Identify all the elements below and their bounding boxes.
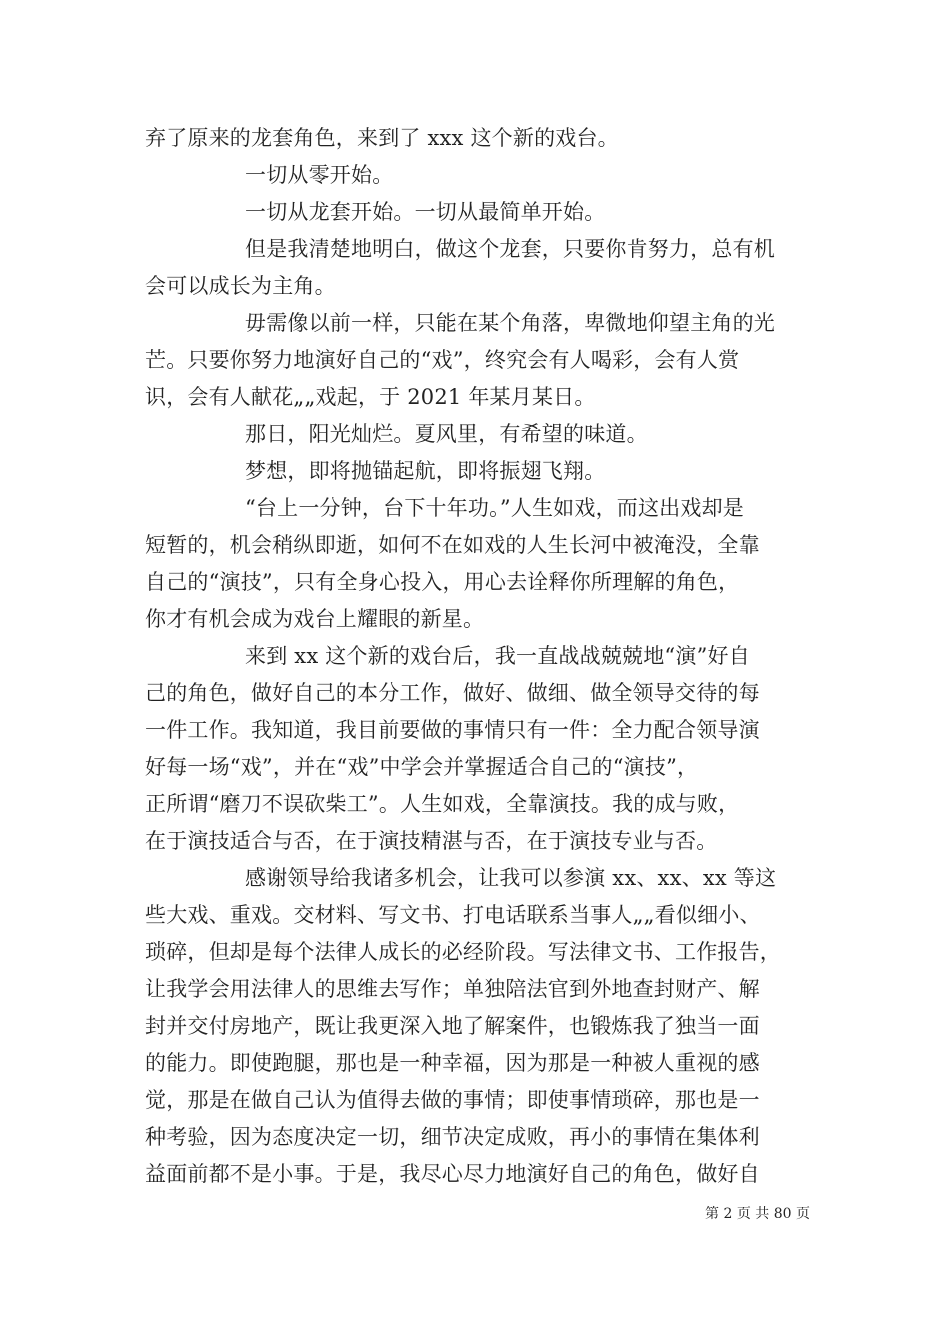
text-line: 封并交付房地产，既让我更深入地了解案件，也锻炼我了独当一面 <box>145 1014 760 1038</box>
text-line: 觉，那是在做自己认为值得去做的事情；即使事情琐碎，那也是一 <box>145 1088 760 1112</box>
text-line: 琐碎，但却是每个法律人成长的必经阶段。写法律文书、工作报告， <box>145 940 781 964</box>
text-line: 短暂的，机会稍纵即逝，如何不在如戏的人生长河中被淹没，全靠 <box>145 533 760 557</box>
document-body <box>145 120 810 1193</box>
text-line: 些大戏、重戏。交材料、写文书、打电话联系当事人„„看似细小、 <box>145 903 761 927</box>
page-number-footer: 第 2 页 共 80 页 <box>705 1206 810 1222</box>
text-line: 一件工作。我知道，我目前要做的事情只有一件：全力配合领导演 <box>145 718 760 742</box>
text-line: 己的角色，做好自己的本分工作，做好、做细、做全领导交待的每 <box>145 681 760 705</box>
text-line: 让我学会用法律人的思维去写作；单独陪法官到外地查封财产、解 <box>145 977 760 1001</box>
text-line: 芒。只要你努力地演好自己的“戏”，终究会有人喝彩，会有人赏 <box>145 348 740 372</box>
text-line: 弃了原来的龙套角色，来到了 xxx 这个新的戏台。 <box>145 126 619 150</box>
text-line: 会可以成长为主角。 <box>145 274 336 298</box>
text-line: 自己的“演技”，只有全身心投入，用心去诠释你所理解的角色， <box>145 570 740 594</box>
text-line: 但是我清楚地明白，做这个龙套，只要你肯努力，总有机 <box>245 237 775 261</box>
text-line: 那日，阳光灿烂。夏风里，有希望的味道。 <box>245 422 648 446</box>
text-line: 一切从龙套开始。一切从最简单开始。 <box>245 200 606 224</box>
text-line: 在于演技适合与否，在于演技精湛与否，在于演技专业与否。 <box>145 829 718 853</box>
text-line: 识，会有人献花„„戏起，于 2021 年某月某日。 <box>145 385 596 409</box>
text-line: 种考验，因为态度决定一切，细节决定成败，再小的事情在集体利 <box>145 1125 760 1149</box>
text-line: 毋需像以前一样，只能在某个角落，卑微地仰望主角的光 <box>245 311 775 335</box>
text-line: 来到 xx 这个新的戏台后，我一直战战兢兢地“演”好自 <box>245 644 750 668</box>
text-line: 的能力。即使跑腿，那也是一种幸福，因为那是一种被人重视的感 <box>145 1051 760 1075</box>
text-line: 一切从零开始。 <box>245 163 394 187</box>
text-line: “台上一分钟，台下十年功。”人生如戏，而这出戏却是 <box>245 496 744 520</box>
text-line: 正所谓“磨刀不误砍柴工”。人生如戏，全靠演技。我的成与败， <box>145 792 740 816</box>
text-line: 你才有机会成为戏台上耀眼的新星。 <box>145 607 485 631</box>
text-line: 感谢领导给我诸多机会，让我可以参演 xx、xx、xx 等这 <box>245 866 777 890</box>
text-line: 好每一场“戏”，并在“戏”中学会并掌握适合自己的“演技”， <box>145 755 699 779</box>
text-line: 益面前都不是小事。于是，我尽心尽力地演好自己的角色，做好自 <box>145 1162 760 1186</box>
text-line: 梦想，即将抛锚起航，即将振翅飞翔。 <box>245 459 606 483</box>
